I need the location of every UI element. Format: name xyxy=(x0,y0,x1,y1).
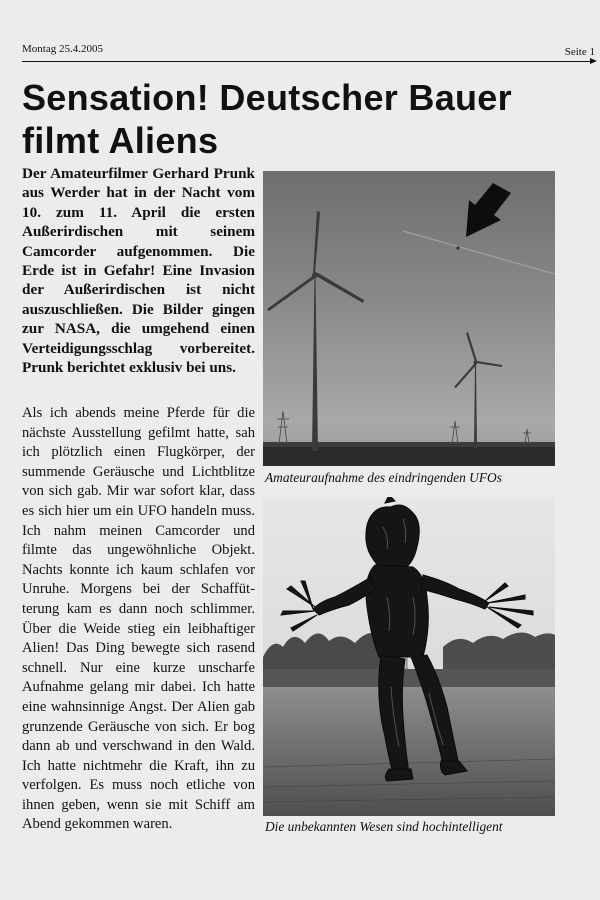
lead-paragraph: Der Amateurfilmer Gerhard Prunk aus Werder hat in der Nacht vom 10. zum 11. April die ersten Außerirdischen mit seinem Camcorder aufgenommen. Die Erde ist in Gefahr! Eine Invasion der Außerirdischen ist nicht auszuschließen. Die Bilder gingen zur NASA, die umgehend einen Verteidigungsschlag vorbereitet. Prunk berichtet exklusiv bei uns. xyxy=(22,165,255,377)
headline: Sensation! Deutscher Bauer filmt Aliens xyxy=(22,77,512,161)
header-rule xyxy=(22,61,592,62)
ufo-photo xyxy=(263,171,555,466)
wind-turbines-image xyxy=(263,171,555,466)
body-paragraph: Als ich abends meine Pferde für die nächste Ausstellung gefilmt hatte, sah ich plötzlich einen Flugkörper, der summende Geräusche und Lichtblitze von sich gab. Mir war sofort klar, dass es sich hier um ein UFO handeln muss. Ich nahm meinen Camcorder und filmte das ungewöhnliche Objekt. Nachts konnte ich kaum schlafen vor Unruhe. Morgens bei der Schaffütterung kam es dann noch schlimmer. Über die Weide stieg ein leibhaftiger Alien! Das Ding bewegte sich rasend schnell. Nur eine kurze unscharfe Aufnahme gelang mir dabei. Ich hatte eine wahnsinnige Angst. Der Alien gab grunzende Geräusche von sich. Er bog dann ab und verschwand in den Wald. Ich hatte nichtmehr die Kraft, ihn zu verfolgen. Es muss noch etliche von ihnen geben, wenn sie mit Schiff am Abend gekommen waren. xyxy=(22,405,255,833)
ufo-dot xyxy=(456,246,459,249)
header-rule-arrow-icon xyxy=(590,58,597,64)
page-number: Seite 1 xyxy=(564,46,595,58)
photo-caption: Amateuraufnahme des eindringenden UFOs xyxy=(265,470,502,485)
alien-photo xyxy=(263,497,555,816)
photo-caption: Die unbekannten Wesen sind hochintelligent xyxy=(265,819,503,834)
issue-date: Montag 25.4.2005 xyxy=(22,43,103,55)
alien-figure-image xyxy=(263,497,555,816)
